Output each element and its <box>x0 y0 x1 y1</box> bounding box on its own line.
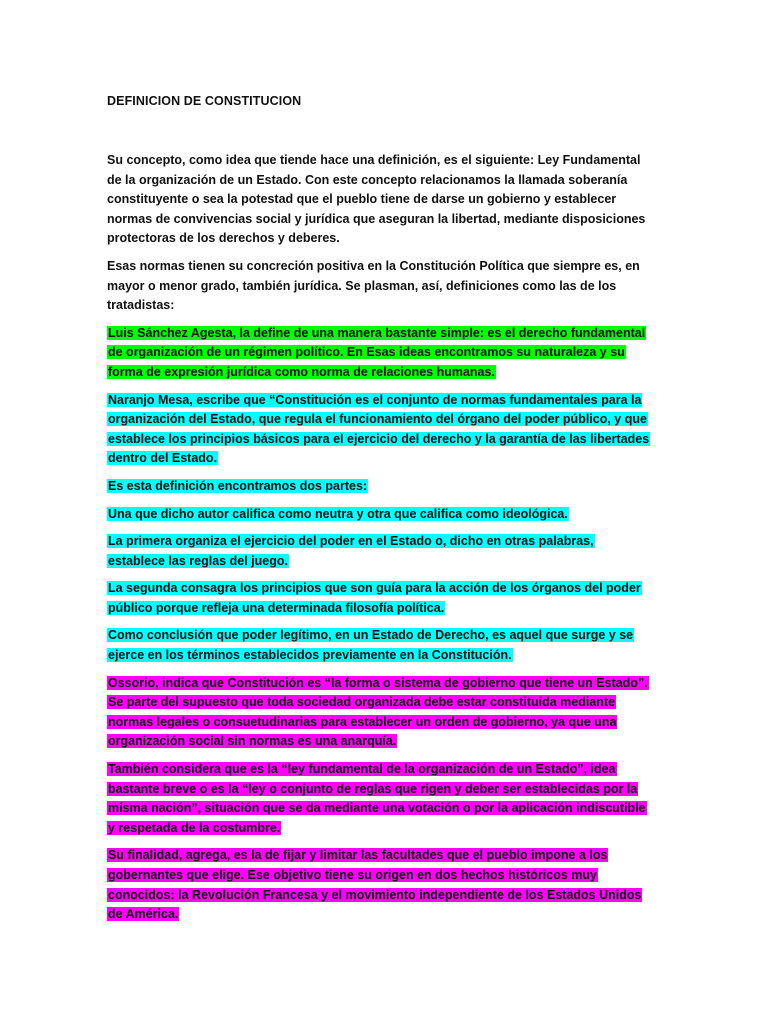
highlighted-text-cyan: Una que dicho autor califica como neutra y otra que califica como ideológica. <box>108 506 568 521</box>
paragraph-text: Su concepto, como idea que tiende hace una definición, es el siguiente: Ley Fundamental de la organización de un Estado. Con este concepto relacionamos la llamada soberanía constituyente o sea la potestad que el pueblo tiene de darse un gobierno y establecer normas de convivencias social y jurídica que aseguran la libertad, mediante disposiciones protectoras de los derechos y deberes. <box>107 153 646 246</box>
highlighted-text-magenta: Ossorio, indica que Constitución es “la forma o sistema de gobierno que tiene un Estado”. Se parte del supuesto que toda sociedad organizada debe estar constituida mediante normas legales o consuetudinarias para establecer un orden de gobierno, ya que una organización social sin normas es una anarquía. <box>108 675 648 749</box>
paragraph-neutra-ideologica <box>107 505 650 525</box>
highlighted-text-magenta: También considera que es la “ley fundamental de la organización de un Estado”, idea bastante breve o es la “ley o conjunto de reglas que rigen y deber ser establecidas por la misma nación”, situación que se da mediante una votación o por la aplicación indiscutible y respetada de la costumbre. <box>108 762 646 835</box>
document-title: DEFINICION DE CONSTITUCION <box>107 94 302 108</box>
paragraph-naranjo-mesa <box>107 391 650 469</box>
highlighted-text-cyan: Es esta definición encontramos dos partes: <box>108 478 368 493</box>
paragraph-ossorio <box>107 674 650 752</box>
paragraph-text: Esas normas tienen su concreción positiva en la Constitución Política que siempre es, en mayor o menor grado, también jurídica. Se plasman, así, definiciones como las de los tratadistas: <box>107 258 640 313</box>
paragraph-finalidad <box>107 846 650 924</box>
paragraph-concepto <box>107 151 650 249</box>
highlighted-text-cyan: La primera organiza el ejercicio del poder en el Estado o, dicho en otras palabras, establece las reglas del juego. <box>108 534 594 568</box>
paragraph-normas <box>107 257 650 316</box>
highlighted-text-magenta: Su finalidad, agrega, es la de fijar y limitar las facultades que el pueblo impone a los gobernantes que elige. Ese objetivo tiene su origen en dos hechos históricos muy conocidos: la Revolución Francesa y el movimiento independiente de los Estados Unidos de América. <box>108 848 642 922</box>
highlighted-text-green: Luis Sánchez Agesta, la define de una manera bastante simple: es el derecho fundamental de organización de un régimen político. En Esas ideas encontramos su naturaleza y su forma de expresión jurídica como norma de relaciones humanas. <box>108 325 646 379</box>
paragraph-tambien <box>107 760 650 838</box>
highlighted-text-cyan: La segunda consagra los principios que son guía para la acción de los órganos del poder público porque refleja una determinada filosofía política. <box>108 581 641 615</box>
highlighted-text-cyan: Como conclusión que poder legítimo, en un Estado de Derecho, es aquel que surge y se ejerce en los términos establecidos previamente en la Constitución. <box>108 628 634 663</box>
paragraph-primera <box>107 532 650 571</box>
paragraph-dos-partes <box>107 477 650 497</box>
highlighted-text-cyan: Naranjo Mesa, escribe que “Constitución es el conjunto de normas fundamentales para la organización del Estado, que regula el funcionamiento del órgano del poder público, y que establece los principios básicos para el ejercicio del derecho y la garantía de las libertades dentro del Estado. <box>108 392 650 466</box>
paragraph-segunda <box>107 579 650 618</box>
paragraph-sanchez-agesta <box>107 324 650 383</box>
paragraph-conclusion <box>107 626 650 665</box>
